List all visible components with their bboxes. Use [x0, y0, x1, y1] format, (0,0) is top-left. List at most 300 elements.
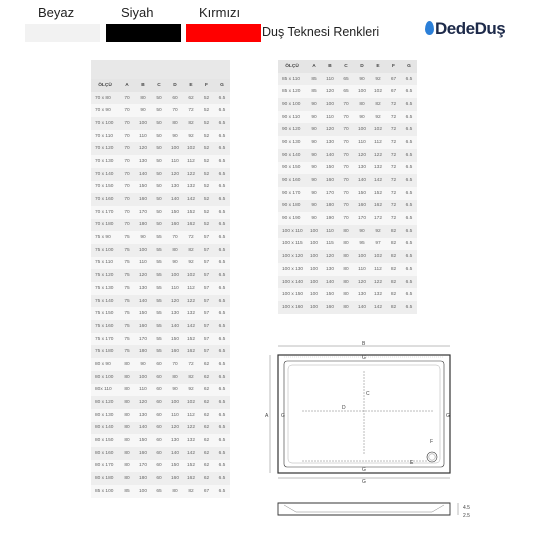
- value-cell: 90: [306, 212, 322, 225]
- value-cell: 170: [135, 333, 151, 346]
- drain-circle: [427, 452, 437, 462]
- dim-label-g-bottom: G: [362, 467, 366, 473]
- value-cell: 162: [370, 200, 386, 213]
- value-cell: 150: [167, 460, 183, 473]
- size-cell: 90 x 170: [278, 187, 306, 200]
- table-row: [278, 301, 417, 314]
- value-cell: 57: [199, 320, 214, 333]
- value-cell: 50: [151, 206, 167, 219]
- value-cell: 80: [338, 250, 354, 263]
- value-cell: 55: [151, 282, 167, 295]
- value-cell: 6.5: [214, 320, 230, 333]
- value-cell: 70: [119, 142, 135, 155]
- table-row: [91, 244, 230, 257]
- size-cell: 100 x 130: [278, 263, 306, 276]
- value-cell: 80: [119, 434, 135, 447]
- value-cell: 85: [119, 485, 135, 498]
- value-cell: 57: [199, 295, 214, 308]
- value-cell: 100: [306, 288, 322, 301]
- value-cell: 72: [183, 104, 199, 117]
- size-cell: 80 x 180: [91, 472, 119, 485]
- value-cell: 150: [135, 307, 151, 320]
- value-cell: 100: [354, 250, 370, 263]
- value-cell: 130: [354, 288, 370, 301]
- value-cell: 6.5: [401, 276, 417, 289]
- value-cell: 60: [151, 358, 167, 371]
- value-cell: 100: [306, 276, 322, 289]
- value-cell: 65: [338, 85, 354, 98]
- value-cell: 170: [135, 206, 151, 219]
- value-cell: 100: [322, 98, 338, 111]
- value-cell: 80: [167, 485, 183, 498]
- size-cell: 90 x 140: [278, 149, 306, 162]
- value-cell: 6.5: [401, 288, 417, 301]
- value-cell: 70: [119, 117, 135, 130]
- size-cell: 70 x 120: [91, 142, 119, 155]
- size-cell: 75 x 180: [91, 345, 119, 358]
- value-cell: 75: [119, 345, 135, 358]
- value-cell: 90: [306, 174, 322, 187]
- value-cell: 6.5: [214, 371, 230, 384]
- value-cell: 180: [135, 219, 151, 232]
- value-cell: 75: [119, 295, 135, 308]
- table-row: [91, 460, 230, 473]
- value-cell: 80: [119, 422, 135, 435]
- value-cell: 102: [370, 250, 386, 263]
- value-cell: 92: [370, 73, 386, 86]
- value-cell: 100: [135, 371, 151, 384]
- value-cell: 6.5: [214, 307, 230, 320]
- size-cell: 70 x 140: [91, 168, 119, 181]
- size-cell: 90 x 190: [278, 212, 306, 225]
- table-row: [91, 130, 230, 143]
- table-row: [278, 149, 417, 162]
- dim-label-g-profile: G: [362, 479, 366, 485]
- value-cell: 62: [199, 384, 214, 397]
- value-cell: 52: [199, 206, 214, 219]
- value-cell: 90: [306, 200, 322, 213]
- table-row: [91, 345, 230, 358]
- value-cell: 55: [151, 320, 167, 333]
- value-cell: 130: [135, 282, 151, 295]
- value-cell: 6.5: [401, 187, 417, 200]
- table-row: [91, 422, 230, 435]
- value-cell: 120: [322, 85, 338, 98]
- value-cell: 70: [119, 206, 135, 219]
- value-cell: 142: [370, 301, 386, 314]
- value-cell: 50: [151, 104, 167, 117]
- value-cell: 120: [135, 396, 151, 409]
- value-cell: 92: [183, 384, 199, 397]
- value-cell: 52: [199, 168, 214, 181]
- value-cell: 160: [135, 193, 151, 206]
- size-cell: 70 x 130: [91, 155, 119, 168]
- size-cell: 70 x 170: [91, 206, 119, 219]
- value-cell: 70: [119, 104, 135, 117]
- value-cell: 180: [135, 472, 151, 485]
- value-cell: 62: [199, 396, 214, 409]
- value-cell: 6.5: [214, 181, 230, 194]
- table-row: [91, 485, 230, 498]
- value-cell: 130: [167, 307, 183, 320]
- size-cell: 90 x 110: [278, 111, 306, 124]
- dim-label-height-top: 4.5: [463, 505, 470, 511]
- value-cell: 80: [167, 117, 183, 130]
- value-cell: 50: [151, 219, 167, 232]
- value-cell: 72: [386, 174, 401, 187]
- value-cell: 100: [135, 117, 151, 130]
- value-cell: 50: [151, 142, 167, 155]
- column-header-c: C: [338, 60, 354, 73]
- value-cell: 70: [338, 149, 354, 162]
- table-row: [91, 168, 230, 181]
- value-cell: 6.5: [214, 345, 230, 358]
- column-header-e: E: [370, 60, 386, 73]
- value-cell: 6.5: [401, 225, 417, 238]
- size-cell: 70 x 100: [91, 117, 119, 130]
- value-cell: 130: [135, 409, 151, 422]
- size-cell: 90 x 180: [278, 200, 306, 213]
- value-cell: 132: [370, 162, 386, 175]
- value-cell: 6.5: [214, 282, 230, 295]
- value-cell: 70: [338, 212, 354, 225]
- table-row: [278, 250, 417, 263]
- value-cell: 140: [167, 447, 183, 460]
- table-row: [91, 371, 230, 384]
- value-cell: 150: [167, 333, 183, 346]
- table-row: [278, 73, 417, 86]
- value-cell: 110: [135, 130, 151, 143]
- value-cell: 122: [183, 422, 199, 435]
- value-cell: 6.5: [401, 250, 417, 263]
- value-cell: 6.5: [214, 92, 230, 105]
- value-cell: 70: [338, 200, 354, 213]
- table-row: [278, 85, 417, 98]
- value-cell: 50: [151, 193, 167, 206]
- value-cell: 55: [151, 244, 167, 257]
- dimension-table-right: [278, 60, 417, 314]
- value-cell: 60: [167, 92, 183, 105]
- size-cell: 75 x 170: [91, 333, 119, 346]
- value-cell: 6.5: [214, 396, 230, 409]
- value-cell: 60: [151, 371, 167, 384]
- value-cell: 82: [386, 263, 401, 276]
- value-cell: 142: [183, 193, 199, 206]
- size-cell: 70 x 110: [91, 130, 119, 143]
- value-cell: 72: [386, 149, 401, 162]
- column-header-size: ÖLÇÜ: [91, 79, 119, 92]
- size-cell: 100 x 140: [278, 276, 306, 289]
- value-cell: 50: [151, 168, 167, 181]
- value-cell: 152: [183, 206, 199, 219]
- column-header-b: B: [135, 79, 151, 92]
- value-cell: 140: [135, 168, 151, 181]
- value-cell: 6.5: [401, 123, 417, 136]
- table-row: [91, 307, 230, 320]
- value-cell: 130: [354, 162, 370, 175]
- value-cell: 150: [354, 187, 370, 200]
- value-cell: 120: [322, 123, 338, 136]
- table-row: [91, 155, 230, 168]
- size-cell: 100 x 160: [278, 301, 306, 314]
- shower-tray-diagram: [262, 335, 477, 525]
- color-label-white: Beyaz: [38, 5, 75, 20]
- value-cell: 65: [338, 73, 354, 86]
- value-cell: 6.5: [214, 155, 230, 168]
- size-cell: 100 x 115: [278, 238, 306, 251]
- value-cell: 90: [135, 231, 151, 244]
- value-cell: 140: [354, 301, 370, 314]
- value-cell: 110: [167, 282, 183, 295]
- value-cell: 80: [338, 276, 354, 289]
- value-cell: 70: [167, 231, 183, 244]
- table-row: [278, 212, 417, 225]
- table-row: [91, 434, 230, 447]
- value-cell: 82: [386, 238, 401, 251]
- value-cell: 82: [386, 250, 401, 263]
- size-cell: 80 x 90: [91, 358, 119, 371]
- value-cell: 122: [183, 295, 199, 308]
- value-cell: 52: [199, 142, 214, 155]
- value-cell: 55: [151, 345, 167, 358]
- value-cell: 140: [135, 295, 151, 308]
- size-cell: 75 x 140: [91, 295, 119, 308]
- value-cell: 52: [199, 155, 214, 168]
- table-row: [278, 136, 417, 149]
- size-cell: 80 x 160: [91, 447, 119, 460]
- value-cell: 80: [119, 409, 135, 422]
- value-cell: 82: [386, 288, 401, 301]
- dim-label-d: D: [342, 405, 346, 411]
- table-row: [91, 92, 230, 105]
- size-cell: 70 x 160: [91, 193, 119, 206]
- value-cell: 130: [167, 181, 183, 194]
- size-cell: 75 x 120: [91, 269, 119, 282]
- value-cell: 132: [370, 288, 386, 301]
- value-cell: 130: [322, 136, 338, 149]
- value-cell: 170: [135, 460, 151, 473]
- value-cell: 180: [135, 345, 151, 358]
- value-cell: 70: [119, 219, 135, 232]
- value-cell: 120: [322, 250, 338, 263]
- value-cell: 152: [183, 333, 199, 346]
- value-cell: 110: [322, 111, 338, 124]
- value-cell: 90: [167, 257, 183, 270]
- value-cell: 132: [183, 181, 199, 194]
- value-cell: 80: [119, 460, 135, 473]
- value-cell: 90: [135, 104, 151, 117]
- value-cell: 6.5: [401, 263, 417, 276]
- table-row: [91, 181, 230, 194]
- value-cell: 142: [183, 320, 199, 333]
- value-cell: 6.5: [214, 295, 230, 308]
- table-row: [91, 231, 230, 244]
- value-cell: 110: [167, 155, 183, 168]
- table-row: [278, 263, 417, 276]
- value-cell: 62: [199, 422, 214, 435]
- value-cell: 82: [183, 244, 199, 257]
- dim-label-f: F: [430, 439, 434, 445]
- water-drop-icon: [425, 21, 434, 35]
- value-cell: 6.5: [214, 460, 230, 473]
- value-cell: 80: [338, 238, 354, 251]
- value-cell: 90: [135, 358, 151, 371]
- size-cell: 70 x 180: [91, 219, 119, 232]
- value-cell: 60: [151, 384, 167, 397]
- value-cell: 57: [199, 333, 214, 346]
- value-cell: 6.5: [214, 117, 230, 130]
- value-cell: 140: [322, 276, 338, 289]
- table-row: [91, 219, 230, 232]
- value-cell: 82: [183, 371, 199, 384]
- value-cell: 70: [119, 193, 135, 206]
- value-cell: 140: [322, 149, 338, 162]
- value-cell: 132: [183, 434, 199, 447]
- drain-inner-circle: [429, 454, 435, 460]
- value-cell: 100: [306, 250, 322, 263]
- dimension-table-left: [91, 79, 230, 498]
- value-cell: 80: [119, 371, 135, 384]
- value-cell: 6.5: [214, 104, 230, 117]
- value-cell: 85: [306, 85, 322, 98]
- value-cell: 170: [354, 212, 370, 225]
- table-row: [91, 206, 230, 219]
- value-cell: 57: [199, 244, 214, 257]
- value-cell: 80: [338, 225, 354, 238]
- value-cell: 62: [183, 92, 199, 105]
- value-cell: 130: [322, 263, 338, 276]
- brand-logo: [425, 19, 505, 39]
- size-cell: 70 x 80: [91, 92, 119, 105]
- table-row: [91, 269, 230, 282]
- value-cell: 55: [151, 269, 167, 282]
- value-cell: 60: [151, 422, 167, 435]
- value-cell: 65: [151, 485, 167, 498]
- value-cell: 70: [119, 155, 135, 168]
- value-cell: 120: [354, 149, 370, 162]
- value-cell: 162: [183, 219, 199, 232]
- value-cell: 6.5: [401, 301, 417, 314]
- value-cell: 110: [135, 384, 151, 397]
- table-row: [91, 257, 230, 270]
- value-cell: 6.5: [214, 168, 230, 181]
- value-cell: 90: [306, 123, 322, 136]
- value-cell: 112: [183, 155, 199, 168]
- column-header-f: F: [199, 79, 214, 92]
- value-cell: 160: [135, 447, 151, 460]
- value-cell: 6.5: [214, 434, 230, 447]
- value-cell: 100: [306, 225, 322, 238]
- value-cell: 160: [354, 200, 370, 213]
- value-cell: 72: [183, 231, 199, 244]
- value-cell: 50: [151, 181, 167, 194]
- value-cell: 100: [354, 85, 370, 98]
- value-cell: 6.5: [214, 269, 230, 282]
- value-cell: 67: [199, 485, 214, 498]
- size-cell: 80 x 150: [91, 434, 119, 447]
- value-cell: 72: [386, 123, 401, 136]
- value-cell: 122: [370, 149, 386, 162]
- size-cell: 75 x 100: [91, 244, 119, 257]
- value-cell: 150: [322, 162, 338, 175]
- value-cell: 6.5: [214, 384, 230, 397]
- value-cell: 100: [306, 301, 322, 314]
- size-cell: 90 x 150: [278, 162, 306, 175]
- value-cell: 52: [199, 181, 214, 194]
- table-left-top-band: [91, 60, 230, 79]
- table-row: [278, 123, 417, 136]
- value-cell: 152: [183, 460, 199, 473]
- size-cell: 80x 110: [91, 384, 119, 397]
- value-cell: 75: [119, 257, 135, 270]
- size-cell: 80 x 100: [91, 371, 119, 384]
- value-cell: 6.5: [401, 85, 417, 98]
- value-cell: 6.5: [214, 447, 230, 460]
- value-cell: 60: [151, 396, 167, 409]
- size-cell: 80 x 140: [91, 422, 119, 435]
- value-cell: 80: [119, 447, 135, 460]
- value-cell: 102: [183, 269, 199, 282]
- size-cell: 100 x 150: [278, 288, 306, 301]
- value-cell: 70: [119, 168, 135, 181]
- value-cell: 160: [167, 219, 183, 232]
- value-cell: 170: [322, 187, 338, 200]
- table-row: [278, 288, 417, 301]
- value-cell: 100: [354, 123, 370, 136]
- value-cell: 85: [306, 73, 322, 86]
- value-cell: 142: [183, 447, 199, 460]
- value-cell: 75: [119, 320, 135, 333]
- value-cell: 160: [167, 345, 183, 358]
- value-cell: 92: [370, 225, 386, 238]
- value-cell: 95: [354, 238, 370, 251]
- value-cell: 110: [135, 257, 151, 270]
- table-row: [91, 409, 230, 422]
- table-row: [91, 472, 230, 485]
- value-cell: 6.5: [401, 162, 417, 175]
- dim-label-height-bottom: 2.5: [463, 513, 470, 519]
- value-cell: 57: [199, 269, 214, 282]
- value-cell: 6.5: [401, 111, 417, 124]
- value-cell: 100: [135, 485, 151, 498]
- value-cell: 80: [167, 244, 183, 257]
- table-row: [91, 104, 230, 117]
- value-cell: 190: [322, 212, 338, 225]
- value-cell: 6.5: [214, 409, 230, 422]
- size-cell: 70 x 150: [91, 181, 119, 194]
- table-row: [278, 98, 417, 111]
- value-cell: 82: [183, 117, 199, 130]
- value-cell: 97: [370, 238, 386, 251]
- brand-logo-text: DedeDuş: [435, 19, 506, 38]
- value-cell: 150: [167, 206, 183, 219]
- dim-label-g-right: G: [446, 413, 450, 419]
- value-cell: 90: [354, 225, 370, 238]
- dim-label-a: A: [265, 413, 269, 419]
- value-cell: 80: [119, 396, 135, 409]
- value-cell: 122: [370, 276, 386, 289]
- value-cell: 82: [386, 225, 401, 238]
- value-cell: 6.5: [401, 73, 417, 86]
- table-row: [91, 117, 230, 130]
- value-cell: 55: [151, 307, 167, 320]
- value-cell: 75: [119, 333, 135, 346]
- value-cell: 72: [386, 200, 401, 213]
- value-cell: 70: [167, 358, 183, 371]
- value-cell: 57: [199, 307, 214, 320]
- value-cell: 6.5: [214, 142, 230, 155]
- column-header-b: B: [322, 60, 338, 73]
